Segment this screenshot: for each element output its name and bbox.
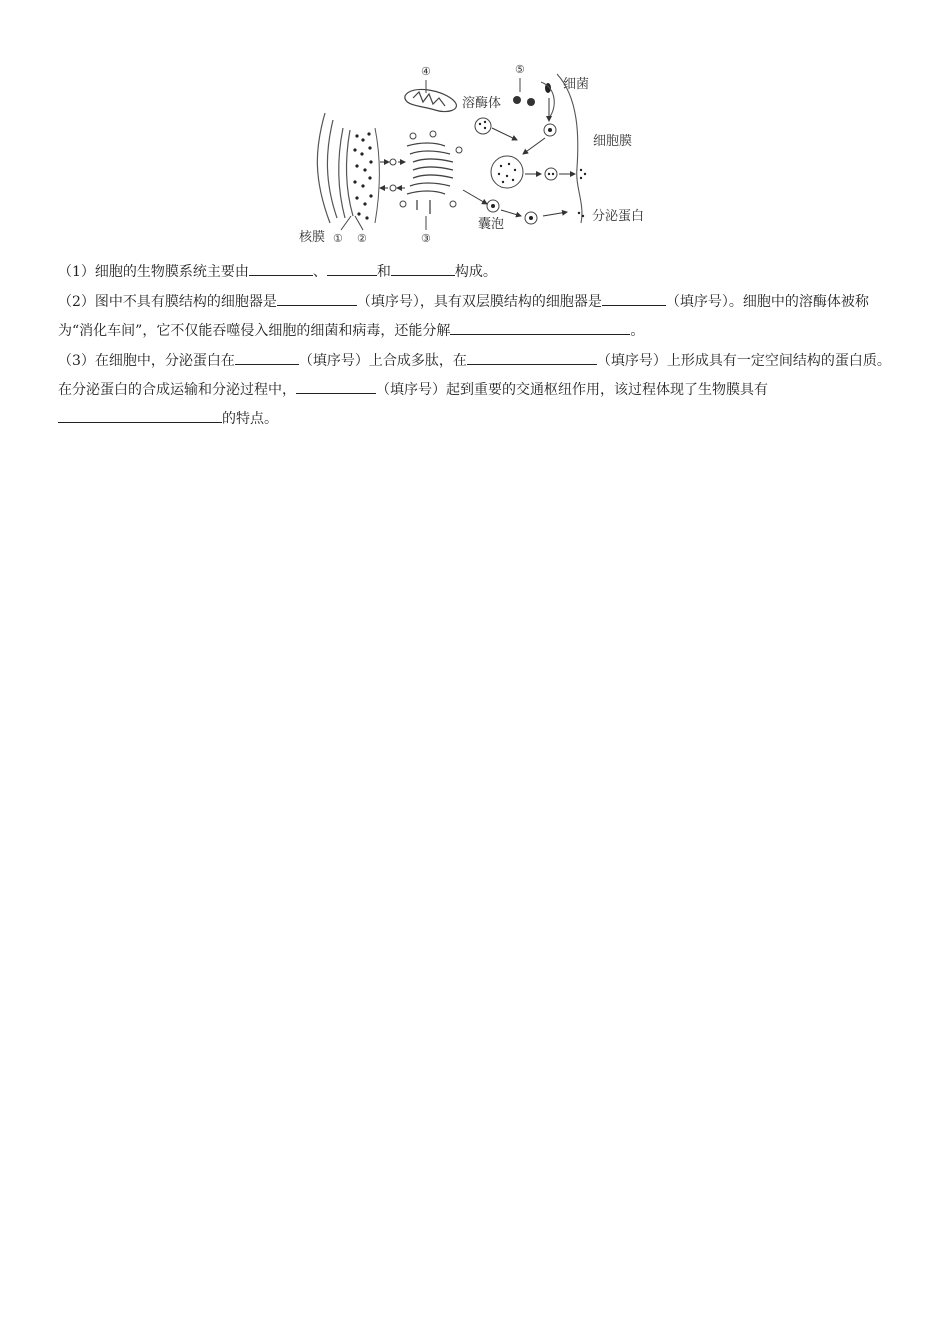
- answer-blank[interactable]: [391, 260, 455, 276]
- bacteria-label: 细菌: [563, 77, 590, 92]
- answer-blank[interactable]: [235, 349, 299, 365]
- lysosome-label: 溶酶体: [462, 96, 502, 111]
- secretory-protein-label: 分泌蛋白: [592, 209, 645, 224]
- answer-blank[interactable]: [602, 290, 666, 306]
- question-2: （2）图中不具有膜结构的细胞器是 （填序号），具有双层膜结构的细胞器是 （填序号）。细胞中的溶酶体被称为“消化车间”，它不仅能吞噬侵入细胞的细菌和病毒，还能分解 。: [58, 288, 893, 346]
- nuclear-envelope-shape: [317, 113, 353, 223]
- answer-blank[interactable]: [277, 290, 357, 306]
- answer-blank[interactable]: [450, 319, 630, 335]
- answer-blank[interactable]: [296, 378, 376, 394]
- svg-text:⑤: ⑤: [515, 63, 525, 76]
- nuclear-envelope-label: 核膜: [299, 230, 326, 245]
- rough-er-shape: [353, 132, 372, 219]
- answer-blank[interactable]: [249, 260, 313, 276]
- cell-membrane-shape: [541, 74, 582, 223]
- cell-membrane-label: 细胞膜: [593, 134, 633, 149]
- answer-blank[interactable]: [327, 260, 377, 276]
- answer-blank[interactable]: [467, 349, 597, 365]
- vesicle-label: 囊泡: [478, 217, 505, 232]
- svg-text:①: ①: [333, 232, 343, 245]
- question-1: （1）细胞的生物膜系统主要由 、 和 构成。: [58, 258, 893, 287]
- golgi-shape: [407, 143, 453, 214]
- answer-blank[interactable]: [58, 407, 222, 423]
- lysosome-shape: [513, 96, 535, 106]
- svg-text:②: ②: [357, 232, 367, 245]
- svg-text:④: ④: [421, 65, 431, 78]
- cell-diagram: [295, 58, 685, 250]
- svg-text:③: ③: [421, 232, 431, 245]
- question-3: （3）在细胞中，分泌蛋白在 （填序号）上合成多肽，在 （填序号）上形成具有一定空间结构的蛋白质。在分泌蛋白的合成运输和分泌过程中， （填序号）起到重要的交通枢纽作用，该过程体现了生物膜具有的特点。: [58, 347, 893, 434]
- mitochondrion-shape: [405, 89, 457, 111]
